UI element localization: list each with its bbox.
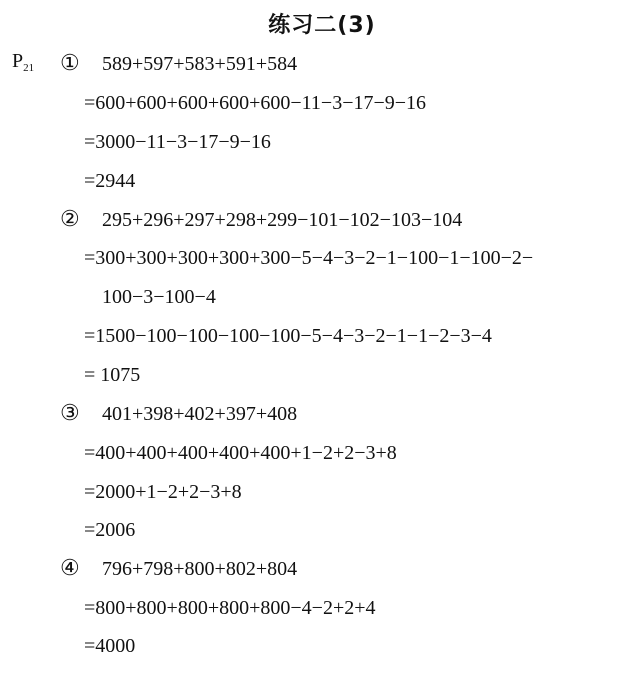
problem-2-step-1: =300+300+300+300+300−5−4−3−2−1−100−1−100−2− xyxy=(84,247,534,269)
problem-1-marker: ① xyxy=(60,50,80,75)
problem-1-step-1: =600+600+600+600+600−11−3−17−9−16 xyxy=(84,92,427,114)
problem-2-step-1-continued: 100−3−100−4 xyxy=(102,286,216,308)
problem-4-step-2: =4000 xyxy=(84,635,136,657)
problem-1-step-3: =2944 xyxy=(84,170,136,192)
problem-3-step-3: =2006 xyxy=(84,519,136,541)
page-title: 练习二(3) xyxy=(268,13,376,38)
problem-3-step-2: =2000+1−2+2−3+8 xyxy=(84,481,242,503)
problem-1-expression: 589+597+583+591+584 xyxy=(102,53,298,75)
problem-4-marker: ④ xyxy=(60,555,80,580)
problem-4-expression: 796+798+800+802+804 xyxy=(102,558,298,580)
problem-2-expression: 295+296+297+298+299−101−102−103−104 xyxy=(102,209,463,231)
problem-4-step-1: =800+800+800+800+800−4−2+2+4 xyxy=(84,597,376,619)
problem-3-marker: ③ xyxy=(60,400,80,425)
problem-3-step-1: =400+400+400+400+400+1−2+2−3+8 xyxy=(84,442,397,464)
page-reference-letter: P xyxy=(12,50,24,72)
problem-1-step-2: =3000−11−3−17−9−16 xyxy=(84,131,271,153)
problem-2-step-3: = 1075 xyxy=(84,364,141,386)
problem-2-marker: ② xyxy=(60,206,80,231)
page-reference xyxy=(12,50,34,74)
problem-3-expression: 401+398+402+397+408 xyxy=(102,403,298,425)
page-reference-number: 21 xyxy=(23,62,35,74)
problem-2-step-2: =1500−100−100−100−100−5−4−3−2−1−1−2−3−4 xyxy=(84,325,492,347)
